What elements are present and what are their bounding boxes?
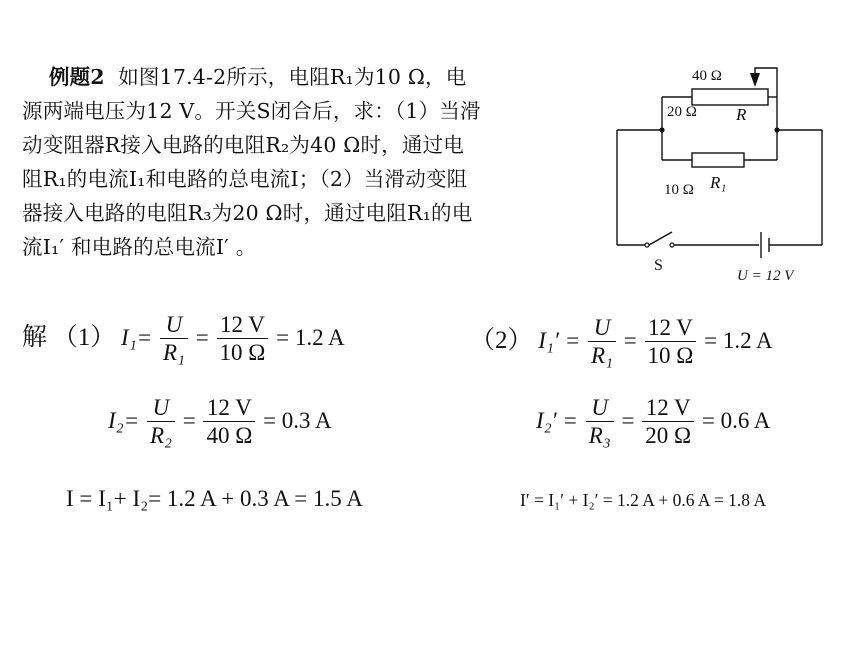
junction-left [659, 127, 664, 132]
s2b-frac1 [586, 395, 614, 450]
s1b-result: = 0.3 A [263, 407, 332, 433]
junction-right [774, 127, 779, 132]
s1b-eq: = [182, 407, 196, 433]
s1a-result: = 1.2 A [276, 324, 345, 350]
s1a-den2: 10 Ω [219, 340, 266, 365]
s2b-result: = 0.6 A [701, 407, 771, 433]
switch-blade [649, 232, 672, 245]
s1b-num1: U [147, 395, 175, 422]
problem-line-1 [22, 60, 622, 94]
s1b-num2: 12 V [203, 395, 255, 422]
s1a-num1: U [160, 312, 188, 339]
label-10ohm: 10 Ω [664, 182, 694, 198]
problem-line-1-text: 如图17.4-2所示，电阻R₁为10 Ω，电 [118, 65, 467, 89]
s1a-den1: R₁ [162, 340, 186, 365]
s1a-frac2 [217, 312, 269, 367]
s2c-text: I′ = I₁′ + I₂′ = 1.2 A + 0.6 A = 1.8 A [520, 490, 767, 510]
s2b-den2: 20 Ω [645, 423, 692, 448]
label-40ohm: 40 Ω [692, 68, 722, 84]
solution-2c [520, 490, 766, 511]
problem-line-2: 源两端电压为12 V。开关S闭合后，求：（1）当滑 [22, 99, 481, 123]
label-R: R [736, 105, 747, 124]
switch-contact-right [670, 243, 674, 247]
part2-tag: （2） [470, 326, 533, 354]
part1-tag: （1） [52, 323, 116, 351]
s2b-den1: R₃ [588, 423, 611, 448]
problem-line-4: 阻R₁的电流I₁和电路的总电流I；（2）当滑动变阻 [22, 167, 468, 191]
s2a-frac1 [588, 315, 616, 370]
s2b-lhs: I₂′ = [536, 407, 578, 433]
s2a-lhs: I₁′ = [538, 327, 581, 353]
switch-contact-left [645, 243, 649, 247]
s2a-frac2 [645, 315, 697, 370]
s2a-den2: 10 Ω [647, 343, 694, 368]
s2a-eq: = [623, 327, 637, 353]
s1b-frac2 [203, 395, 255, 450]
resistor-R1 [692, 153, 744, 167]
s1b-den2: 40 Ω [206, 423, 253, 448]
s1b-frac1 [147, 395, 175, 450]
solution-2a [470, 315, 773, 370]
solution-1b [108, 395, 332, 450]
problem-text [22, 60, 622, 264]
s2b-frac2 [642, 395, 694, 450]
solution-2b [536, 395, 770, 450]
circuit-diagram [612, 60, 842, 290]
solution-1c [66, 486, 363, 512]
s2b-eq: = [621, 407, 635, 433]
label-R1: R₁ [710, 173, 727, 192]
label-U: U = 12 V [737, 268, 794, 284]
solution-jie: 解 [22, 321, 48, 351]
s1c-text: I = I₁+ I₂= 1.2 A + 0.3 A = 1.5 A [66, 486, 363, 511]
s1a-num2: 12 V [217, 312, 269, 339]
solution-1a [22, 312, 345, 367]
label-S: S [654, 257, 663, 274]
s1a-frac1 [160, 312, 188, 367]
s2a-den1: R₁ [590, 343, 614, 368]
problem-line-5: 器接入电路的电阻R₃为20 Ω时，通过电阻R₁的电 [22, 201, 473, 225]
slider-arrowhead [750, 73, 760, 87]
problem-line-6: 流I₁′ 和电路的总电流I′ 。 [22, 235, 257, 259]
s2a-num1: U [588, 315, 616, 342]
s2a-num2: 12 V [645, 315, 697, 342]
s1a-lhs: I₁= [121, 324, 153, 350]
s1b-lhs: I₂= [108, 407, 140, 433]
problem-heading: 例题2 [48, 65, 105, 89]
s2a-result: = 1.2 A [704, 327, 773, 353]
rheostat-R [692, 89, 768, 105]
label-20ohm: 20 Ω [667, 104, 697, 120]
s2b-num1: U [586, 395, 614, 422]
problem-line-3: 动变阻器R接入电路的电阻R₂为40 Ω时，通过电 [22, 133, 464, 157]
s2b-num2: 12 V [642, 395, 694, 422]
slider-wire [755, 68, 777, 97]
s1a-eq: = [195, 324, 209, 350]
s1b-den1: R₂ [149, 423, 172, 448]
